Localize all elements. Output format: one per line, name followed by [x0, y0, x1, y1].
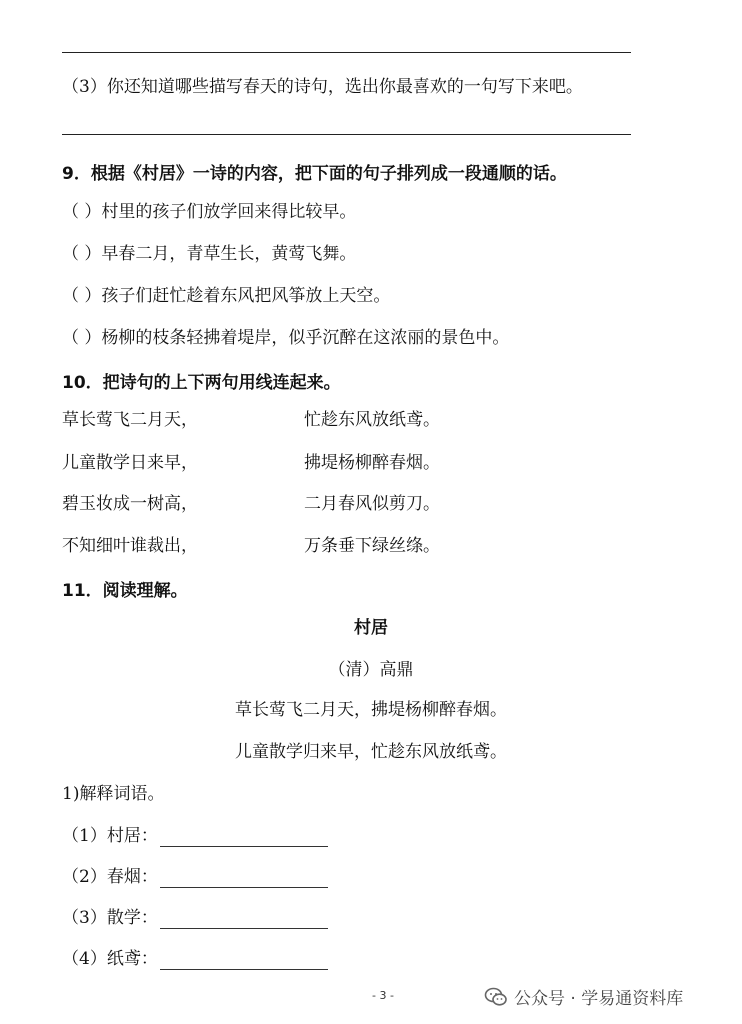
- q10-heading: 10．把诗句的上下两句用线连起来。: [62, 373, 341, 393]
- term-row-1: [62, 825, 328, 847]
- answer-blank[interactable]: [160, 910, 328, 929]
- sentence: 村里的孩子们放学回来得比较早。: [101, 202, 357, 222]
- watermark: [484, 984, 683, 1009]
- term-label: （3）散学：: [62, 908, 158, 928]
- q8-item3: （3）你还知道哪些描写春天的诗句，选出你最喜欢的一句写下来吧。: [62, 77, 583, 97]
- q10-right-1[interactable]: 忙趁东风放纸鸢。: [304, 410, 440, 430]
- poem-author: （清）高鼎: [328, 660, 414, 680]
- answer-blank[interactable]: [160, 951, 328, 970]
- q10-right-3[interactable]: 二月春风似剪刀。: [304, 494, 440, 514]
- term-row-2: [62, 866, 328, 888]
- q10-left-2[interactable]: 儿童散学日来早，: [62, 453, 198, 473]
- sentence: 孩子们赶忙趁着东风把风筝放上天空。: [101, 286, 391, 306]
- answer-blank[interactable]: [160, 869, 328, 888]
- term-row-3: [62, 907, 328, 929]
- q9-item-2: [62, 243, 356, 265]
- order-bracket[interactable]: （ ）: [62, 202, 102, 222]
- term-label: （2）春烟：: [62, 867, 158, 887]
- poem-title: 村居: [354, 618, 388, 638]
- answer-blank[interactable]: [160, 828, 328, 847]
- q9-item-4: [62, 327, 509, 349]
- poem-line-2: 儿童散学归来早，忙趁东风放纸鸢。: [235, 742, 507, 762]
- answer-line: [62, 134, 631, 135]
- poem-line-1: 草长莺飞二月天，拂堤杨柳醉春烟。: [235, 700, 507, 720]
- q9-item-1: [62, 201, 356, 223]
- answer-line: [62, 52, 631, 53]
- page-number: - 3 -: [372, 989, 394, 1002]
- order-bracket[interactable]: （ ）: [62, 328, 102, 348]
- term-row-4: [62, 948, 328, 970]
- q11-heading: 11．阅读理解。: [62, 581, 188, 601]
- watermark-text: 公众号 · 学易通资料库: [514, 989, 684, 1009]
- q10-right-4[interactable]: 万条垂下绿丝绦。: [304, 536, 440, 556]
- term-label: （4）纸鸢：: [62, 949, 158, 969]
- order-bracket[interactable]: （ ）: [62, 244, 102, 264]
- q10-left-3[interactable]: 碧玉妆成一树高，: [62, 494, 198, 514]
- q10-right-2[interactable]: 拂堤杨柳醉春烟。: [304, 453, 440, 473]
- order-bracket[interactable]: （ ）: [62, 286, 102, 306]
- q9-item-3: [62, 285, 390, 307]
- sentence: 杨柳的枝条轻拂着堤岸，似乎沉醉在这浓丽的景色中。: [101, 328, 510, 348]
- sentence: 早春二月，青草生长，黄莺飞舞。: [101, 244, 357, 264]
- q11-sub1: 1)解释词语。: [62, 784, 165, 804]
- q10-left-1[interactable]: 草长莺飞二月天，: [62, 410, 198, 430]
- q9-heading: 9．根据《村居》一诗的内容，把下面的句子排列成一段通顺的话。: [62, 164, 567, 184]
- wechat-icon: [484, 986, 508, 1008]
- term-label: （1）村居：: [62, 826, 158, 846]
- q10-left-4[interactable]: 不知细叶谁裁出，: [62, 536, 198, 556]
